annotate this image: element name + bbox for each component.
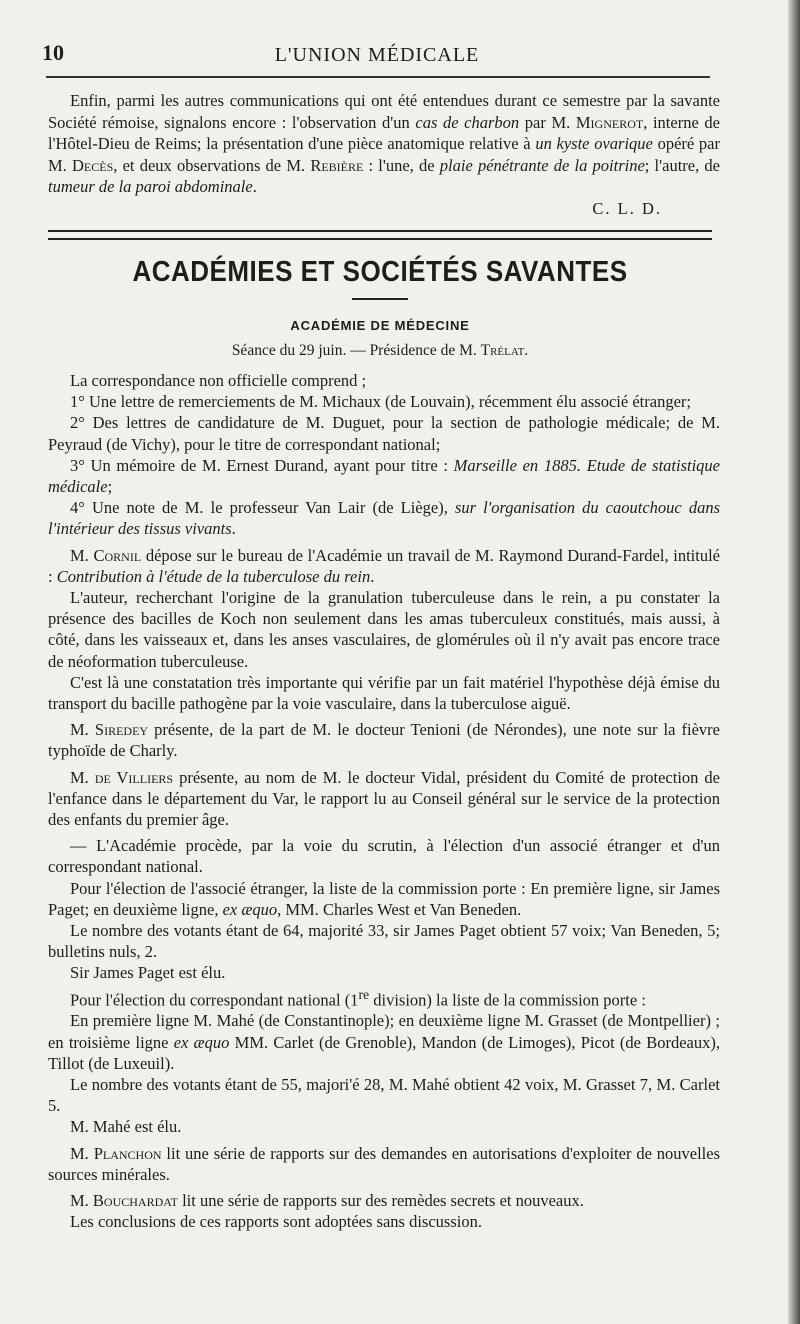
paragraph: Le nombre des votants étant de 55, majori'é 28, M. Mahé obtient 42 voix, M. Grasset 7, M. Carlet 5. bbox=[48, 1075, 720, 1116]
paragraph: — L'Académie procède, par la voie du scrutin, à l'élection d'un associé étranger et d'un correspondant national. bbox=[48, 836, 720, 877]
paragraph: En première ligne M. Mahé (de Constantinople); en deuxième ligne M. Grasset (de Montpellier) ; en troisième ligne ex æquo MM. Carlet (de Grenoble), Mandon (de Limoges), Picot (de Bordeaux), Tillot (de Luxeuil). bbox=[48, 1011, 721, 1073]
page-number: 10 bbox=[42, 40, 64, 65]
paragraph: M. Cornil dépose sur le bureau de l'Académie un travail de M. Raymond Durand-Fardel, intitulé : Contribution à l'étude de la tuberculose du rein. bbox=[48, 545, 720, 586]
paragraph: M. Bouchardat lit une série de rapports sur des remèdes secrets et nouveaux. bbox=[70, 1191, 584, 1211]
list-item: 3° Un mémoire de M. Ernest Durand, ayant pour titre : Marseille en 1885. Etude de statistique médicale; bbox=[48, 455, 720, 497]
paragraph: Pour l'élection de l'associé étranger, la liste de la commission porte : En première ligne, sir James Paget; en deuxième ligne, ex æquo, MM. Charles West et Van Beneden. bbox=[48, 878, 720, 919]
paragraph: Les conclusions de ces rapports sont adoptées sans discussion. bbox=[70, 1212, 482, 1232]
journal-name: L'UNION MÉDICALE bbox=[274, 44, 480, 66]
paragraph: L'auteur, recherchant l'origine de la granulation tuberculeuse dans le rein, a pu constater la présence des bacilles de Koch non seulement dans les amas tuberculeux constitués, mais aussi, à côté, dans les vaisseaux et, dans les anses vasculaires, de glomérules où il n'y avait pas encore trace de néoformation tuberculeuse. bbox=[48, 588, 720, 671]
list-item: 4° Une note de M. le professeur Van Lair (de Liège), sur l'organisation du caoutchouc dans l'intérieur des tissus vivants. bbox=[48, 498, 720, 539]
paragraph: Sir James Paget est élu. bbox=[70, 963, 226, 983]
running-head bbox=[42, 40, 712, 74]
header-rule bbox=[46, 76, 710, 78]
paragraph: C'est là une constatation très importante qui vérifie par un fait matériel l'hypothèse déjà émise du transport du bacille pathogène par la voie vasculaire, dans la tuberculose aiguë. bbox=[48, 672, 720, 714]
intro-block bbox=[48, 90, 720, 220]
title-rule bbox=[352, 298, 408, 300]
list-item: 2° Des lettres de candidature de M. Duguet, pour la section de pathologie médicale; de M. Peyraud (de Vichy), pour le titre de correspondant national; bbox=[48, 413, 720, 454]
section-double-rule bbox=[48, 230, 712, 240]
paragraph: La correspondance non officielle comprend ; bbox=[70, 371, 367, 390]
paragraph: M. de Villiers présente, au nom de M. le docteur Vidal, président du Comité de protection de l'enfance dans le département du Var, le rapport lu au Conseil général sur le service de la protection des enfants du premier âge. bbox=[48, 767, 721, 830]
paragraph: M. Mahé est élu. bbox=[70, 1117, 182, 1137]
paragraph: M. Siredey présente, de la part de M. le docteur Tenioni (de Nérondes), une note sur la fièvre typhoïde de Charly. bbox=[48, 720, 721, 761]
paragraph: Pour l'élection du correspondant national (1re division) la liste de la commission porte : bbox=[70, 986, 646, 1010]
article-body bbox=[48, 370, 720, 1232]
signature: C. L. D. bbox=[592, 198, 662, 218]
page-edge-shadow bbox=[788, 0, 800, 1324]
paragraph: M. Planchon lit une série de rapports sur des demandes en autorisations d'exploiter de nouvelles sources minérales. bbox=[48, 1143, 721, 1184]
paragraph: Le nombre des votants étant de 64, majorité 33, sir James Paget obtient 57 voix; Van Beneden, 5; bulletins nuls, 2. bbox=[48, 921, 720, 962]
subsection-title: ACADÉMIE DE MÉDECINE bbox=[290, 318, 470, 333]
intro-paragraph: Enfin, parmi les autres communications qui ont été entendues durant ce semestre par la savante Société rémoise, signalons encore : l'observation d'un cas de charbon par M. Mignerot, interne de l'Hôtel-Dieu de Reims; la présentation d'une pièce anatomique relative à un kyste ovarique opéré par M. Decès, et deux observations de M. Rebière : l'une, de plaie pénétrante de la poitrine; l'autre, de tumeur de la paroi abdominale. bbox=[48, 91, 720, 197]
section-title: ACADÉMIES ET SOCIÉTÉS SAVANTES bbox=[132, 254, 628, 288]
seance-line: Séance du 29 juin. — Présidence de M. Trélat. bbox=[231, 342, 529, 359]
list-item: 1° Une lettre de remerciements de M. Michaux (de Louvain), récemment élu associé étranger; bbox=[70, 392, 691, 412]
